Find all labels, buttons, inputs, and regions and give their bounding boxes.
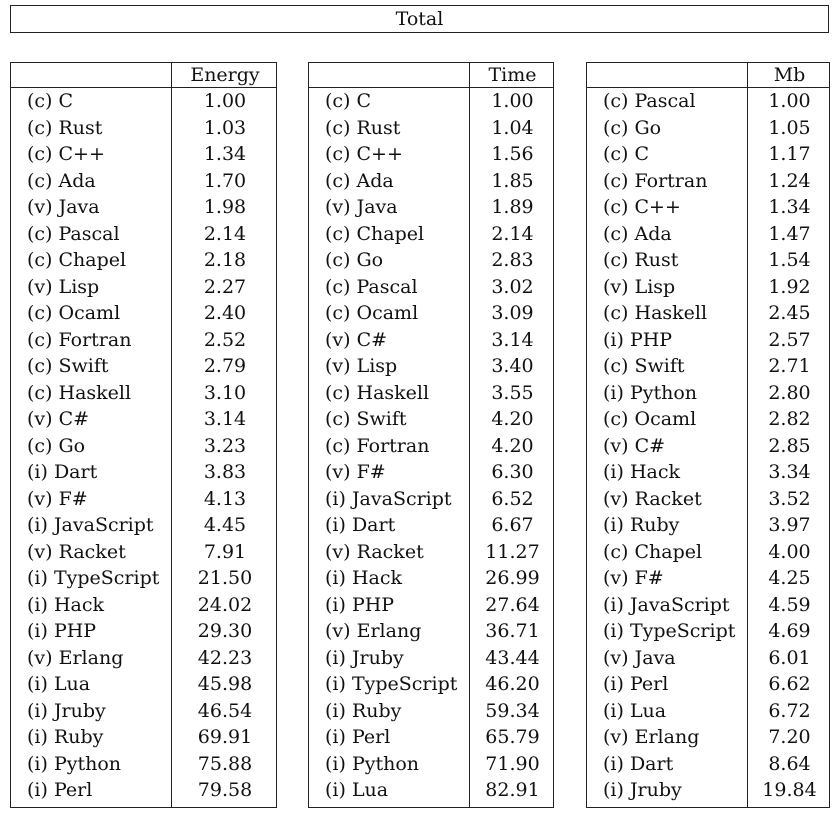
language-cell: (i) TypeScript: [325, 673, 458, 695]
value-cell: 8.64: [768, 752, 811, 775]
time-table: [308, 62, 554, 808]
table-row: [11, 194, 276, 221]
language-cell: (i) TypeScript: [27, 567, 160, 589]
language-cell: (c) Haskell: [325, 381, 430, 404]
value-cell: 3.40: [491, 355, 534, 377]
language-cell: (c) C++: [325, 143, 403, 165]
value-cell: 4.13: [203, 487, 247, 510]
table-row: [309, 247, 553, 274]
table-row: [309, 168, 553, 195]
table-row: [587, 565, 829, 592]
value-cell: 2.18: [203, 249, 247, 271]
value-cell: 42.23: [197, 646, 253, 669]
value-cell: 79.58: [197, 779, 253, 801]
table-row: [309, 751, 553, 778]
language-cell: (c) C: [325, 90, 372, 112]
value-cell: 6.01: [768, 646, 811, 669]
value-cell: 1.00: [203, 90, 247, 112]
language-cell: (i) JavaScript: [603, 593, 730, 616]
language-cell: (c) C: [27, 90, 74, 112]
table-row: [11, 115, 276, 142]
language-cell: (i) Dart: [603, 752, 674, 775]
table-row: [11, 300, 276, 327]
language-cell: (v) Racket: [325, 540, 424, 563]
language-cell: (c) Haskell: [603, 302, 708, 324]
value-cell: 1.05: [768, 116, 811, 139]
language-cell: (v) Lisp: [27, 275, 100, 298]
table-row: [11, 724, 276, 751]
value-cell: 3.14: [491, 328, 534, 351]
value-cell: 2.80: [768, 381, 811, 404]
value-cell: 6.67: [491, 514, 534, 536]
value-cell: 36.71: [485, 620, 540, 642]
table-row: [11, 406, 276, 433]
language-cell: (i) Dart: [325, 514, 396, 536]
language-cell: (v) Lisp: [325, 355, 398, 377]
table-row: [11, 777, 276, 804]
value-cell: 3.14: [203, 408, 247, 430]
value-cell: 4.69: [768, 620, 811, 642]
table-row: [11, 433, 276, 460]
value-cell: 19.84: [762, 779, 817, 801]
language-cell: (v) Racket: [603, 487, 702, 510]
table-row: [309, 592, 553, 619]
language-cell: (i) Jruby: [27, 699, 106, 722]
language-cell: (c) Go: [325, 249, 384, 271]
value-cell: 2.14: [203, 222, 247, 245]
table-row: [587, 459, 829, 486]
value-cell: 1.92: [768, 275, 811, 298]
value-cell: 11.27: [485, 540, 540, 563]
value-cell: 1.34: [768, 196, 811, 218]
value-cell: 46.20: [485, 673, 540, 695]
table-row: [309, 724, 553, 751]
table-row: [11, 671, 276, 698]
language-cell: (c) Fortran: [27, 328, 132, 351]
language-cell: (i) Python: [27, 752, 122, 775]
table-row: [11, 618, 276, 645]
language-cell: (i) Hack: [27, 593, 104, 616]
table-row: [11, 168, 276, 195]
value-cell: 46.54: [197, 699, 253, 722]
language-cell: (c) Swift: [603, 355, 685, 377]
value-cell: 29.30: [197, 620, 253, 642]
language-cell: (c) Rust: [325, 116, 401, 139]
language-cell: (i) PHP: [603, 328, 673, 351]
value-cell: 1.24: [768, 169, 811, 192]
column-header-time: Time: [488, 64, 537, 86]
table-row: [11, 247, 276, 274]
value-cell: 7.20: [768, 726, 811, 748]
language-cell: (v) Java: [603, 646, 676, 669]
table-row: [587, 433, 829, 460]
table-row: [587, 698, 829, 725]
table-row: [587, 221, 829, 248]
table-row: [11, 486, 276, 513]
table-body: [309, 88, 553, 804]
table-row: [11, 327, 276, 354]
table-row: [309, 671, 553, 698]
table-row: [309, 274, 553, 301]
table-row: [309, 512, 553, 539]
language-cell: (i) Perl: [27, 779, 93, 801]
table-row: [309, 141, 553, 168]
language-cell: (i) Ruby: [603, 514, 680, 536]
table-row: [309, 459, 553, 486]
value-cell: 26.99: [485, 567, 540, 589]
value-cell: 2.82: [768, 408, 811, 430]
language-cell: (c) Haskell: [27, 381, 132, 404]
value-cell: 27.64: [485, 593, 540, 616]
value-cell: 2.57: [768, 328, 811, 351]
value-cell: 1.85: [491, 169, 534, 192]
language-cell: (c) Ocaml: [603, 408, 697, 430]
table-row: [309, 406, 553, 433]
table-row: [11, 88, 276, 115]
table-header: [309, 63, 553, 88]
value-cell: 45.98: [197, 673, 253, 695]
table-row: [309, 618, 553, 645]
value-cell: 4.20: [491, 434, 534, 457]
value-cell: 4.20: [491, 408, 534, 430]
value-cell: 2.71: [768, 355, 811, 377]
language-cell: (c) Ocaml: [325, 302, 419, 324]
table-row: [309, 565, 553, 592]
value-cell: 24.02: [197, 593, 253, 616]
value-cell: 1.47: [768, 222, 811, 245]
table-row: [11, 221, 276, 248]
table-row: [11, 512, 276, 539]
table-row: [587, 380, 829, 407]
language-cell: (v) C#: [27, 408, 90, 430]
language-cell: (c) Fortran: [603, 169, 708, 192]
language-cell: (i) Jruby: [325, 646, 404, 669]
value-cell: 65.79: [485, 726, 540, 748]
table-row: [587, 724, 829, 751]
table-row: [587, 274, 829, 301]
table-row: [587, 512, 829, 539]
value-cell: 2.40: [203, 302, 247, 324]
table-row: [587, 115, 829, 142]
language-cell: (c) Pascal: [325, 275, 418, 298]
language-cell: (c) Rust: [27, 116, 103, 139]
table-row: [11, 274, 276, 301]
language-cell: (i) Lua: [27, 673, 91, 695]
table-row: [11, 459, 276, 486]
value-cell: 71.90: [485, 752, 540, 775]
value-cell: 3.52: [768, 487, 811, 510]
table-row: [309, 777, 553, 804]
language-cell: (v) F#: [27, 487, 88, 510]
language-cell: (i) Dart: [27, 461, 98, 483]
value-cell: 1.89: [491, 196, 534, 218]
value-cell: 3.83: [203, 461, 247, 483]
table-header: [587, 63, 829, 88]
table-row: [587, 300, 829, 327]
language-cell: (v) F#: [603, 567, 664, 589]
value-cell: 3.02: [491, 275, 534, 298]
language-cell: (v) Erlang: [603, 726, 700, 748]
value-cell: 59.34: [485, 699, 540, 722]
memory-table: [586, 62, 830, 808]
language-cell: (i) Perl: [603, 673, 669, 695]
value-cell: 4.45: [203, 514, 247, 536]
language-cell: (v) Erlang: [325, 620, 422, 642]
language-cell: (i) TypeScript: [603, 620, 736, 642]
table-row: [587, 618, 829, 645]
table-row: [309, 115, 553, 142]
value-cell: 2.27: [203, 275, 247, 298]
value-cell: 7.91: [203, 540, 247, 563]
table-row: [309, 645, 553, 672]
language-cell: (i) Hack: [325, 567, 402, 589]
language-cell: (i) Ruby: [27, 726, 104, 748]
energy-table: [10, 62, 277, 808]
value-cell: 6.30: [491, 461, 534, 483]
value-cell: 1.54: [768, 249, 811, 271]
value-cell: 43.44: [485, 646, 540, 669]
language-cell: (c) C: [603, 143, 650, 165]
value-cell: 2.85: [768, 434, 811, 457]
language-cell: (c) Chapel: [27, 249, 127, 271]
table-body: [587, 88, 829, 804]
language-cell: (c) Ada: [325, 169, 394, 192]
value-cell: 1.04: [491, 116, 534, 139]
table-row: [587, 88, 829, 115]
column-header-energy: Energy: [190, 64, 260, 86]
table-row: [587, 327, 829, 354]
table-row: [309, 433, 553, 460]
table-row: [11, 141, 276, 168]
language-cell: (v) F#: [325, 461, 386, 483]
value-cell: 4.59: [768, 593, 811, 616]
language-cell: (i) Perl: [325, 726, 391, 748]
language-cell: (i) Ruby: [325, 699, 402, 722]
language-cell: (v) C#: [325, 328, 388, 351]
language-cell: (c) Swift: [325, 408, 407, 430]
table-row: [309, 353, 553, 380]
table-row: [309, 88, 553, 115]
language-cell: (v) C#: [603, 434, 666, 457]
language-cell: (v) Erlang: [27, 646, 124, 669]
language-cell: (i) Lua: [325, 779, 389, 801]
language-cell: (c) Rust: [603, 249, 679, 271]
table-row: [587, 645, 829, 672]
language-cell: (i) Python: [603, 381, 698, 404]
value-cell: 1.34: [203, 143, 247, 165]
table-row: [11, 353, 276, 380]
language-cell: (c) C++: [27, 143, 105, 165]
table-row: [587, 592, 829, 619]
language-cell: (i) Lua: [603, 699, 667, 722]
table-row: [587, 751, 829, 778]
table-row: [587, 671, 829, 698]
language-cell: (c) Pascal: [603, 90, 696, 112]
value-cell: 2.14: [491, 222, 534, 245]
table-row: [11, 380, 276, 407]
value-cell: 4.25: [768, 567, 811, 589]
language-cell: (i) Hack: [603, 461, 680, 483]
value-cell: 6.72: [768, 699, 811, 722]
value-cell: 3.55: [491, 381, 534, 404]
value-cell: 1.70: [203, 169, 247, 192]
value-cell: 4.00: [768, 540, 811, 563]
value-cell: 3.34: [768, 461, 811, 483]
table-row: [11, 751, 276, 778]
value-cell: 3.09: [491, 302, 534, 324]
value-cell: 6.52: [491, 487, 534, 510]
value-cell: 3.10: [203, 381, 247, 404]
table-header: [11, 63, 276, 88]
value-cell: 2.52: [203, 328, 247, 351]
value-cell: 1.98: [203, 196, 247, 218]
value-cell: 3.97: [768, 514, 811, 536]
language-cell: (v) Java: [325, 196, 398, 218]
value-cell: 6.62: [768, 673, 811, 695]
language-cell: (i) Python: [325, 752, 420, 775]
table-row: [587, 194, 829, 221]
language-cell: (c) Pascal: [27, 222, 120, 245]
value-cell: 1.00: [491, 90, 534, 112]
value-cell: 3.23: [203, 434, 247, 457]
value-cell: 1.03: [203, 116, 247, 139]
language-cell: (c) Swift: [27, 355, 109, 377]
table-row: [11, 698, 276, 725]
value-cell: 1.17: [768, 143, 811, 165]
value-cell: 82.91: [485, 779, 540, 801]
table-row: [11, 645, 276, 672]
language-cell: (i) Jruby: [603, 779, 682, 801]
value-cell: 69.91: [197, 726, 253, 748]
table-row: [587, 486, 829, 513]
table-row: [587, 353, 829, 380]
language-cell: (v) Java: [27, 196, 100, 218]
table-row: [11, 539, 276, 566]
language-cell: (c) Ocaml: [27, 302, 121, 324]
language-cell: (c) Fortran: [325, 434, 430, 457]
table-row: [587, 168, 829, 195]
language-cell: (i) JavaScript: [27, 514, 154, 536]
table-row: [309, 327, 553, 354]
table-row: [587, 539, 829, 566]
column-header-mb: Mb: [773, 64, 806, 86]
table-row: [587, 406, 829, 433]
table-row: [309, 221, 553, 248]
value-cell: 1.00: [768, 90, 811, 112]
language-cell: (v) Racket: [27, 540, 126, 563]
language-cell: (i) PHP: [325, 593, 395, 616]
language-cell: (c) C++: [603, 196, 681, 218]
value-cell: 2.45: [768, 302, 811, 324]
table-row: [587, 777, 829, 804]
value-cell: 75.88: [197, 752, 253, 775]
language-cell: (c) Go: [603, 116, 662, 139]
table-row: [309, 486, 553, 513]
table-row: [587, 141, 829, 168]
table-row: [587, 247, 829, 274]
value-cell: 2.79: [203, 355, 247, 377]
language-cell: (i) PHP: [27, 620, 97, 642]
language-cell: (c) Ada: [603, 222, 672, 245]
language-cell: (c) Go: [27, 434, 86, 457]
table-row: [11, 565, 276, 592]
language-cell: (v) Lisp: [603, 275, 676, 298]
language-cell: (c) Chapel: [325, 222, 425, 245]
table-row: [309, 194, 553, 221]
table-row: [309, 380, 553, 407]
value-cell: 2.83: [491, 249, 534, 271]
table-row: [309, 539, 553, 566]
value-cell: 1.56: [491, 143, 534, 165]
table-row: [309, 300, 553, 327]
language-cell: (i) JavaScript: [325, 487, 452, 510]
table-row: [309, 698, 553, 725]
language-cell: (c) Chapel: [603, 540, 703, 563]
table-body: [11, 88, 276, 804]
page-title: Total: [10, 5, 829, 33]
table-row: [11, 592, 276, 619]
language-cell: (c) Ada: [27, 169, 96, 192]
value-cell: 21.50: [197, 567, 253, 589]
